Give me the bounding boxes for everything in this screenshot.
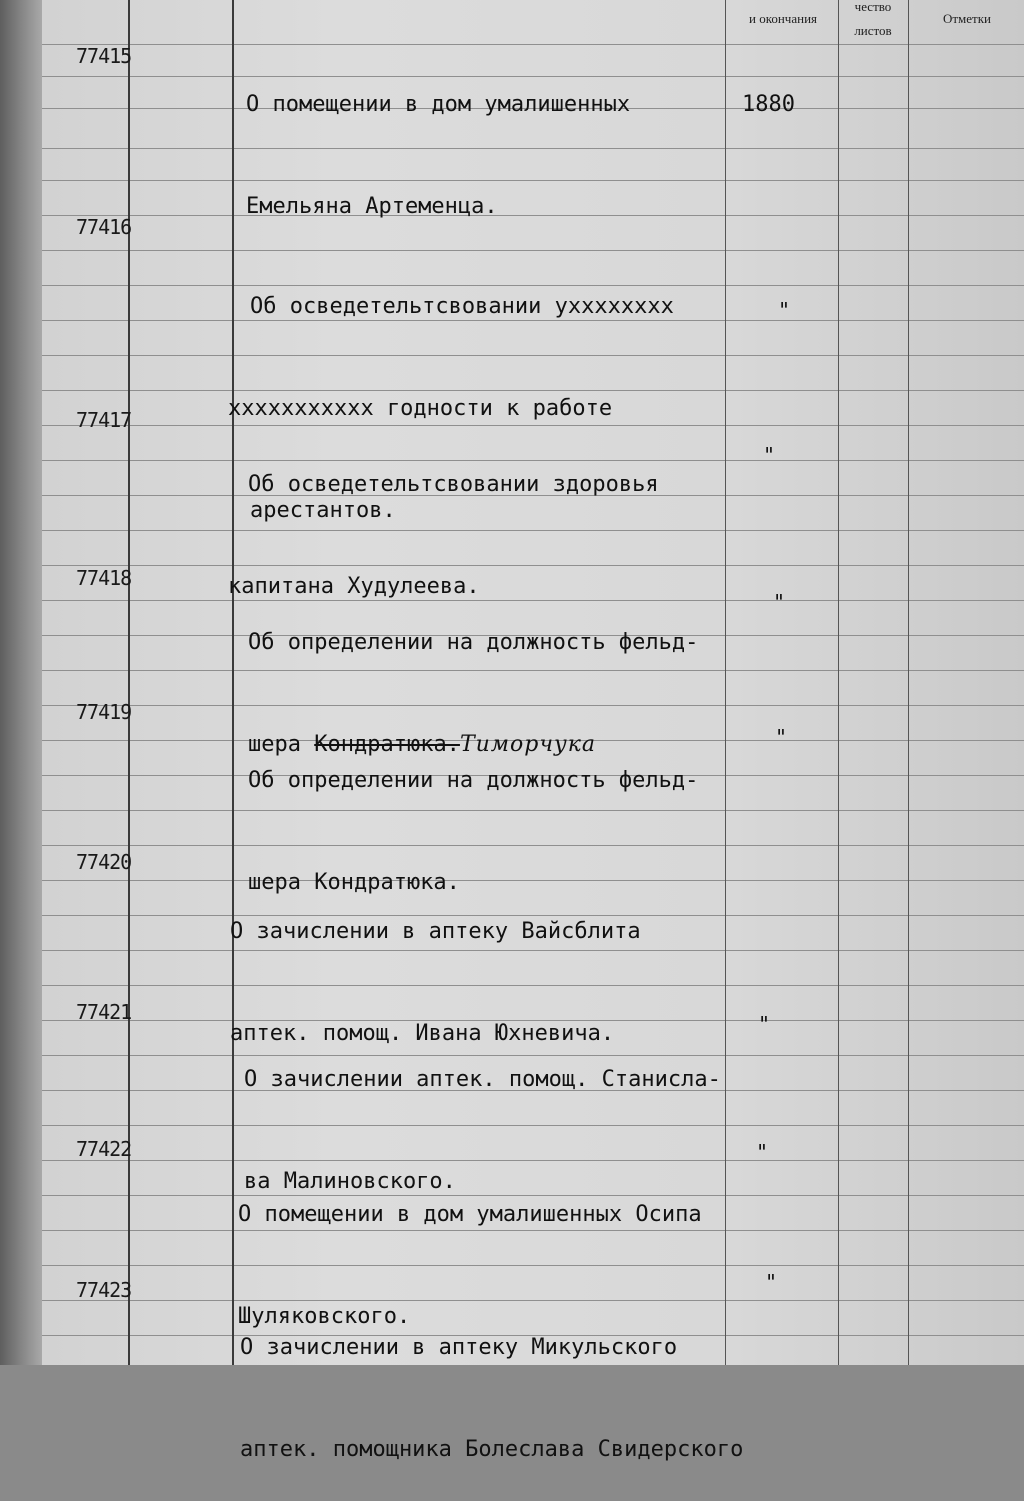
ditto-mark: "	[773, 590, 786, 614]
entry-title: Об определении на должность фельд- шера Кондратюка.	[248, 768, 699, 895]
ditto-mark: "	[765, 1270, 778, 1294]
entry-title: Об осведетельтсвовании ухххххххх ххххххххххх годности к работе арестантов.	[228, 294, 674, 523]
ditto-mark: "	[775, 725, 788, 749]
entry-number: 77421	[76, 1000, 132, 1024]
header-sheets-line2: листов	[854, 23, 892, 38]
ditto-mark: "	[756, 1140, 769, 1164]
entry-number: 77422	[76, 1137, 132, 1161]
handwritten-correction: Тиморчука	[459, 732, 597, 757]
entry-title: О помещении в дом умалишенных Емельяна Артеменца.	[246, 92, 631, 219]
entry-title: О зачислении аптек. помощ. Станисла- ва Малиновского.	[244, 1067, 721, 1194]
header-dates: и окончания	[748, 11, 818, 26]
entry-title: О помещении в дом умалишенных Осипа Шулякoвского.	[238, 1202, 702, 1329]
entry-number: 77423	[76, 1278, 132, 1302]
entry-date: 1880	[742, 92, 795, 117]
ditto-mark: "	[763, 443, 776, 467]
entry-number: 77419	[76, 700, 132, 724]
entry-title: Об определении на должность фельд- шера Кондратюка.Тиморчука	[248, 630, 699, 757]
entry-number: 77420	[76, 850, 132, 874]
entry-number: 77416	[76, 215, 132, 239]
ditto-mark: "	[778, 298, 791, 322]
binding-edge	[0, 0, 42, 1365]
ditto-mark: "	[758, 1012, 771, 1036]
entry-title: О зачислении в аптеку Микульского аптек. помощника Болеслава Свидерского	[240, 1335, 744, 1462]
entry-number: 77417	[76, 408, 132, 432]
struck-name: Кондратюка.	[314, 732, 460, 757]
header-marks: Отметки	[942, 11, 992, 26]
entry-title: Об осведетельтсвовании здоровья капитана Худулеева.	[228, 472, 659, 599]
entry-number: 77418	[76, 566, 132, 590]
entry-number: 77415	[76, 44, 132, 68]
header-sheets-line1: чество	[854, 0, 892, 14]
entry-title: О зачислении в аптеку Вайсблита аптек. помощ. Ивана Юхневича.	[230, 919, 641, 1046]
